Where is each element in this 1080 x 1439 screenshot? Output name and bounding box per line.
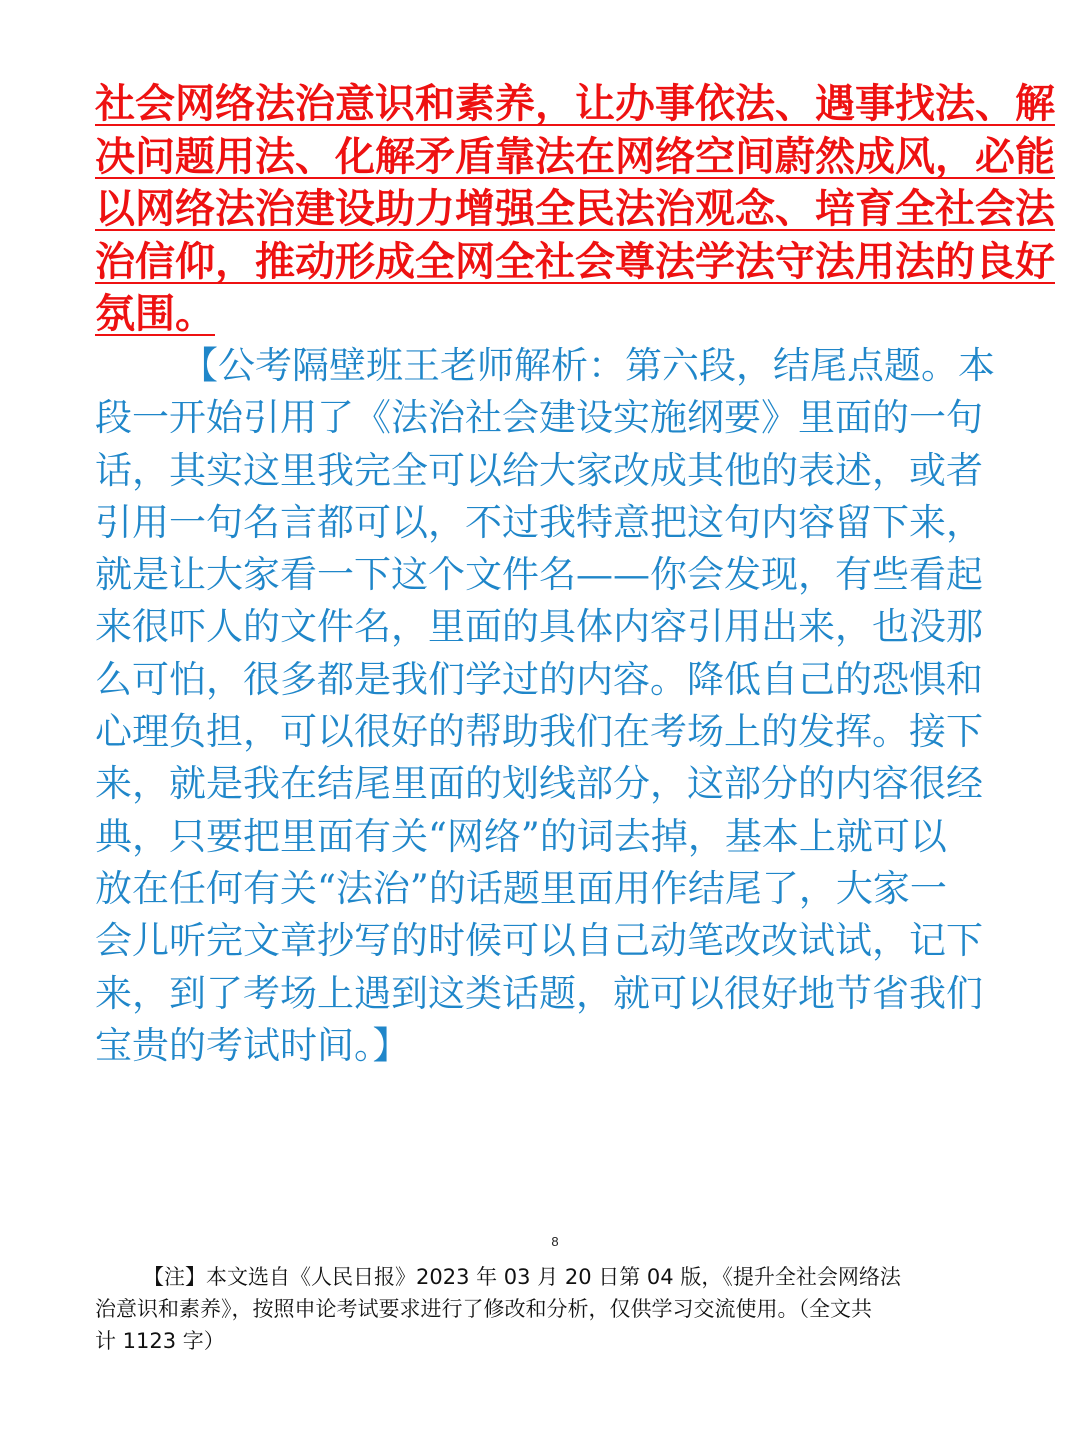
underlined-conclusion-text xyxy=(95,78,1055,341)
analysis-line: 放在任何有关“法治”的话题里面用作结尾了，大家一 xyxy=(95,866,947,910)
analysis-line: 引用一句名言都可以，不过我特意把这句内容留下来， xyxy=(95,500,983,544)
analysis-line: 典，只要把里面有关“网络”的词去掉，基本上就可以 xyxy=(95,814,947,858)
analysis-line: 【公考隔壁班王老师解析：第六段，结尾点题。本 xyxy=(181,344,995,387)
conclusion-line: 决问题用法、化解矛盾靠法在网络空间蔚然成风，必能 xyxy=(95,132,1055,180)
analysis-line: 来，就是我在结尾里面的划线部分，这部分的内容很经 xyxy=(95,762,983,806)
analysis-line: 心理负担，可以很好的帮助我们在考场上的发挥。接下 xyxy=(95,710,983,754)
analysis-line: 来很吓人的文件名，里面的具体内容引用出来，也没那 xyxy=(95,605,983,649)
conclusion-line: 社会网络法治意识和素养，让办事依法、遇事找法、解 xyxy=(95,80,1055,127)
footer-source-note xyxy=(95,1261,995,1357)
page-number: 8 xyxy=(551,1234,559,1249)
analysis-line: 会儿听完文章抄写的时候可以自己动笔改改试试，记下 xyxy=(95,919,983,963)
note-line: 治意识和素养》，按照申论考试要求进行了修改和分析，仅供学习交流使用。（全文共 xyxy=(95,1297,872,1321)
analysis-line: 就是让大家看一下这个文件名——你会发现，有些看起 xyxy=(95,553,983,597)
analysis-line: 段一开始引用了《法治社会建设实施纲要》里面的一句 xyxy=(95,396,983,440)
conclusion-line: 治信仰，推动形成全网全社会尊法学法守法用法的良好 xyxy=(95,237,1055,285)
analysis-line: 宝贵的考试时间。】 xyxy=(95,1023,410,1067)
analysis-line: 来，到了考场上遇到这类话题，就可以很好地节省我们 xyxy=(95,971,983,1015)
conclusion-line: 氛围。 xyxy=(95,290,215,337)
analysis-line: 话，其实这里我完全可以给大家改成其他的表述，或者 xyxy=(95,448,983,492)
conclusion-line: 以网络法治建设助力增强全民法治观念、培育全社会法 xyxy=(95,185,1055,232)
note-line: 计 1123 字） xyxy=(95,1329,225,1353)
analysis-line: 么可怕，很多都是我们学过的内容。降低自己的恐惧和 xyxy=(95,657,983,701)
teacher-analysis-paragraph xyxy=(95,340,995,1072)
note-line: 【注】本文选自《人民日报》2023 年 03 月 20 日第 04 版，《提升全社会网络法 xyxy=(143,1265,901,1289)
